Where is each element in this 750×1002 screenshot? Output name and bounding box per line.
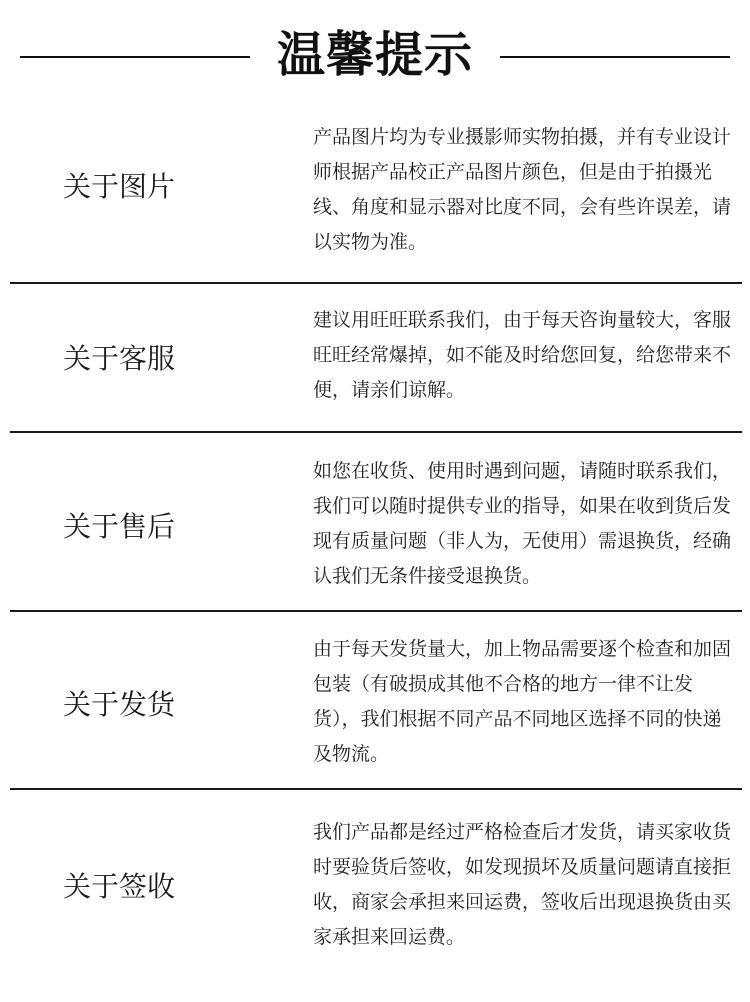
page-title: 温馨提示: [276, 27, 473, 83]
section-label: 关于售后: [63, 510, 176, 543]
section-customer-service: [0, 284, 750, 431]
section-label: 关于客服: [63, 342, 176, 375]
section-text: 如您在收货、使用时遇到问题，请随时联系我们，我们可以随时提供专业的指导，如果在收到货后发现有质量问题（非人为，无使用）需退换货，经确认我们无条件接受退换货。: [313, 460, 732, 587]
section-label: 关于签收: [63, 870, 176, 903]
section-text: 建议用旺旺联系我们，由于每天咨询量较大，客服旺旺经常爆掉，如不能及时给您回复，给您带来不便，请亲们谅解。: [313, 309, 732, 401]
section-after-sales: [0, 433, 750, 610]
section-pictures: [0, 110, 750, 282]
section-label: 关于发货: [63, 688, 176, 721]
section-text: 由于每天发货量大，加上物品需要逐个检查和加固包装（有破损成其他不合格的地方一律不让发货），我们根据不同产品不同地区选择不同的快递及物流。: [313, 638, 732, 765]
section-text: 产品图片均为专业摄影师实物拍摄，并有专业设计师根据产品校正产品图片颜色，但是由于拍摄光线、角度和显示器对比度不同，会有些许误差，请以实物为准。: [313, 126, 732, 253]
section-shipping: [0, 612, 750, 788]
section-receipt: [0, 790, 750, 990]
section-label: 关于图片: [63, 170, 176, 203]
header-divider-right: [500, 56, 730, 58]
header-divider-left: [20, 56, 250, 58]
section-text: 我们产品都是经过严格检查后才发货，请买家收货时要验货后签收，如发现损坏及质量问题请直接拒收，商家会承担来回运费，签收后出现退换货由买家承担来回运费。: [313, 821, 732, 948]
page-header: [0, 0, 750, 110]
